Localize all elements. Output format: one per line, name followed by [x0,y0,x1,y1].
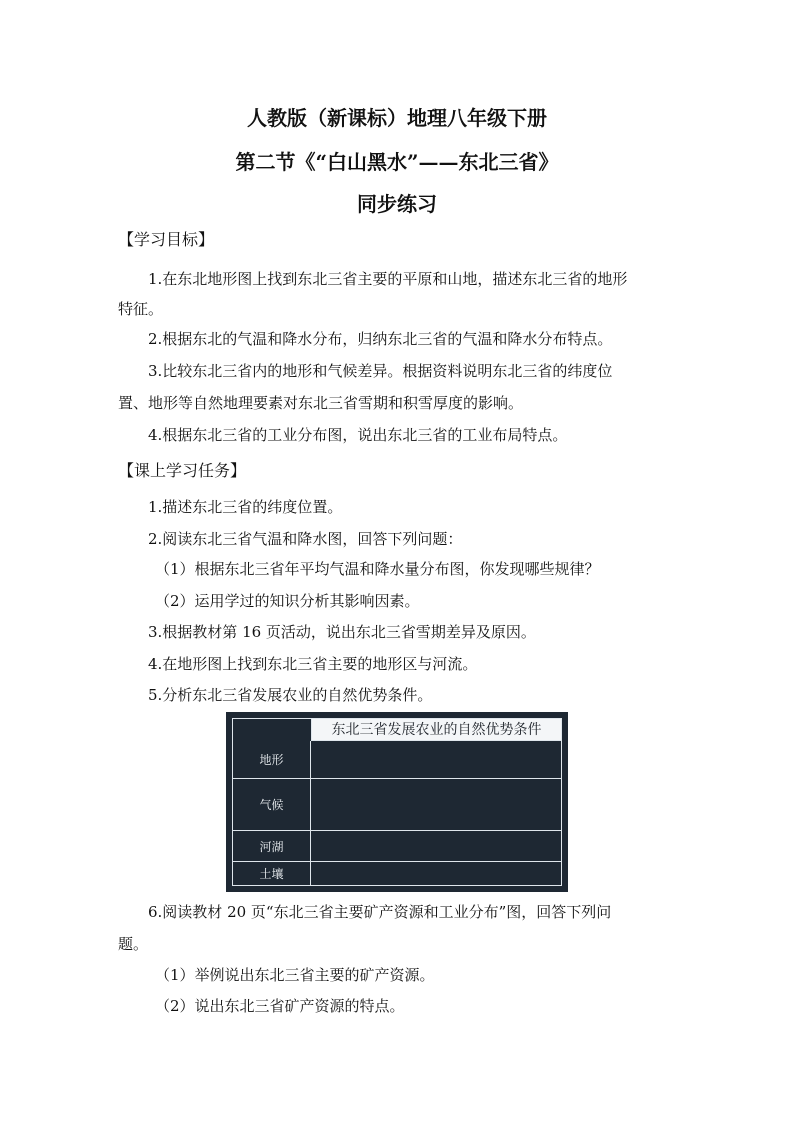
row-label-climate: 气候 [233,779,311,830]
tasks-heading: 【课上学习任务】 [118,461,247,480]
task-4: 4.在地形图上找到东北三省主要的地形区与河流。 [148,655,478,673]
row-label-rivers-lakes: 河湖 [233,831,311,861]
task-2-sub-2: （2）运用学过的知识分析其影响因素。 [155,592,420,610]
objective-1-line-2: 特征。 [118,300,164,318]
task-3: 3.根据教材第 16 页活动，说出东北三省雪期差异及原因。 [148,623,536,641]
task-6-sub-1: （1）举例说出东北三省主要的矿产资源。 [155,966,435,984]
table-header: 东北三省发展农业的自然优势条件 [311,719,561,741]
lesson-title: 第二节《“白山黑水”——东北三省》 [235,150,559,174]
table-row [233,861,561,885]
objectives-heading: 【学习目标】 [118,230,215,249]
task-5: 5.分析东北三省发展农业的自然优势条件。 [148,686,433,704]
objective-3-line-2: 置、地形等自然地理要素对东北三省雪期和积雪厚度的影响。 [118,394,524,412]
agriculture-conditions-table [226,712,568,892]
exercise-title: 同步练习 [357,192,437,216]
objective-2: 2.根据东北的气温和降水分布，归纳东北三省的气温和降水分布特点。 [148,330,613,348]
table-corner-cell [233,719,311,741]
table-grid [232,718,562,886]
document-title: 人教版（新课标）地理八年级下册 [247,106,547,130]
task-6-line-1: 6.阅读教材 20 页“东北三省主要矿产资源和工业分布”图，回答下列问 [148,903,612,921]
task-6-sub-2: （2）说出东北三省矿产资源的特点。 [155,997,405,1015]
objective-3-line-1: 3.比较东北三省内的地形和气候差异。根据资料说明东北三省的纬度位 [148,362,613,380]
objective-1-line-1: 1.在东北地形图上找到东北三省主要的平原和山地，描述东北三省的地形 [148,270,628,288]
table-row [233,741,561,778]
task-2-sub-1: （1）根据东北三省年平均气温和降水量分布图，你发现哪些规律？ [155,560,600,578]
task-2: 2.阅读东北三省气温和降水图，回答下列问题： [148,530,463,548]
task-1: 1.描述东北三省的纬度位置。 [148,498,343,516]
table-row [233,830,561,861]
row-label-soil: 土壤 [233,862,311,885]
objective-4: 4.根据东北三省的工业分布图，说出东北三省的工业布局特点。 [148,426,568,444]
row-label-terrain: 地形 [233,741,311,778]
task-6-line-2: 题。 [118,935,149,953]
table-row [233,778,561,830]
